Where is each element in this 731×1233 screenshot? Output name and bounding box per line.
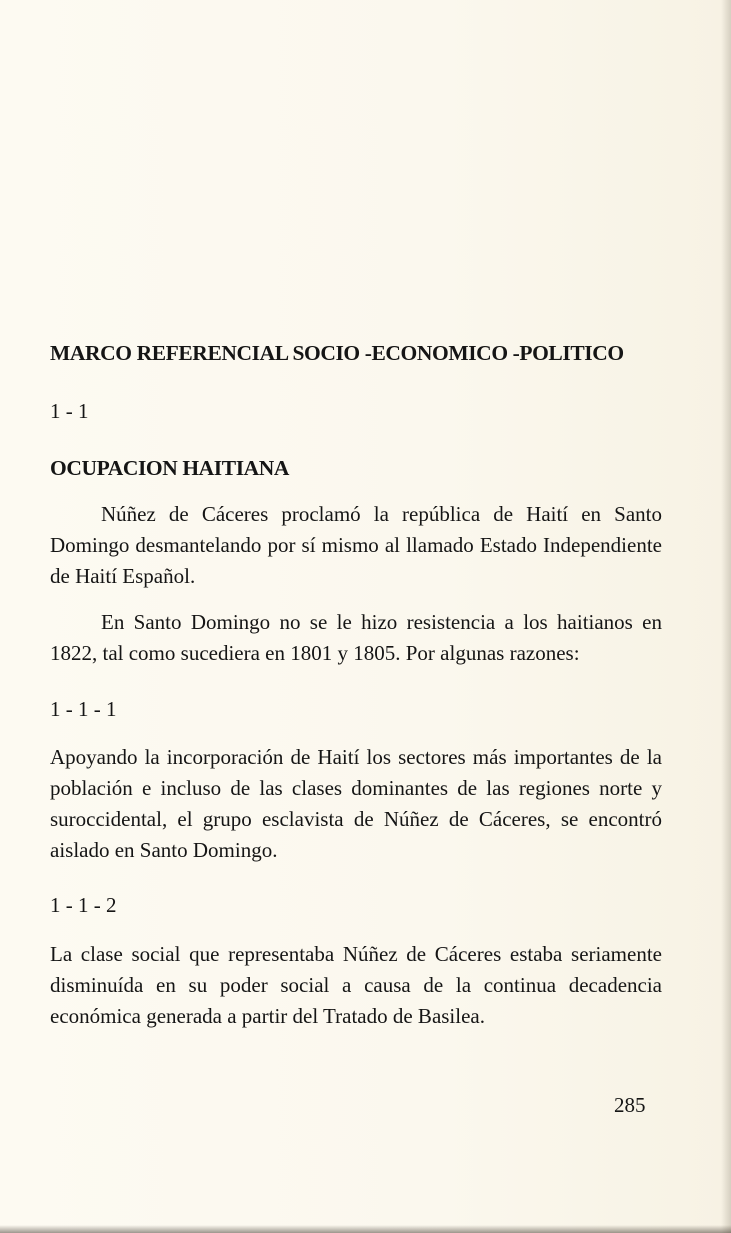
section-number-1-1-1: 1 - 1 - 1 [50, 697, 117, 721]
chapter-heading: MARCO REFERENCIAL SOCIO -ECONOMICO -POLITICO [50, 341, 624, 365]
section-number-1-1: 1 - 1 [50, 399, 89, 423]
paragraph-4: La clase social que representaba Núñez de Cáceres estaba seriamente disminuída en su poder social a causa de la continua decadencia económica generada a partir del Tratado de Basilea. [50, 942, 662, 1028]
page-number: 285 [614, 1093, 646, 1117]
paragraph-2: En Santo Domingo no se le hizo resistencia a los haitianos en 1822, tal como sucediera en 1801 y 1805. Por algunas razones: [50, 610, 662, 665]
paragraph-3: Apoyando la incorporación de Haití los sectores más importantes de la población e incluso de las clases dominantes de las regiones norte y suroccidental, el grupo esclavista de Núñez de Cáceres, se encontró aislado en Santo Domingo. [50, 745, 662, 862]
page-bottom-edge [0, 1225, 731, 1233]
page-content [50, 338, 662, 1032]
page-edge-shadow [721, 0, 731, 1233]
section-number-1-1-2: 1 - 1 - 2 [50, 893, 117, 917]
section-heading: OCUPACION HAITIANA [50, 456, 290, 480]
paragraph-1: Núñez de Cáceres proclamó la república de Haití en Santo Domingo desmantelando por sí mismo al llamado Estado Independiente de Haití Español. [50, 502, 662, 588]
